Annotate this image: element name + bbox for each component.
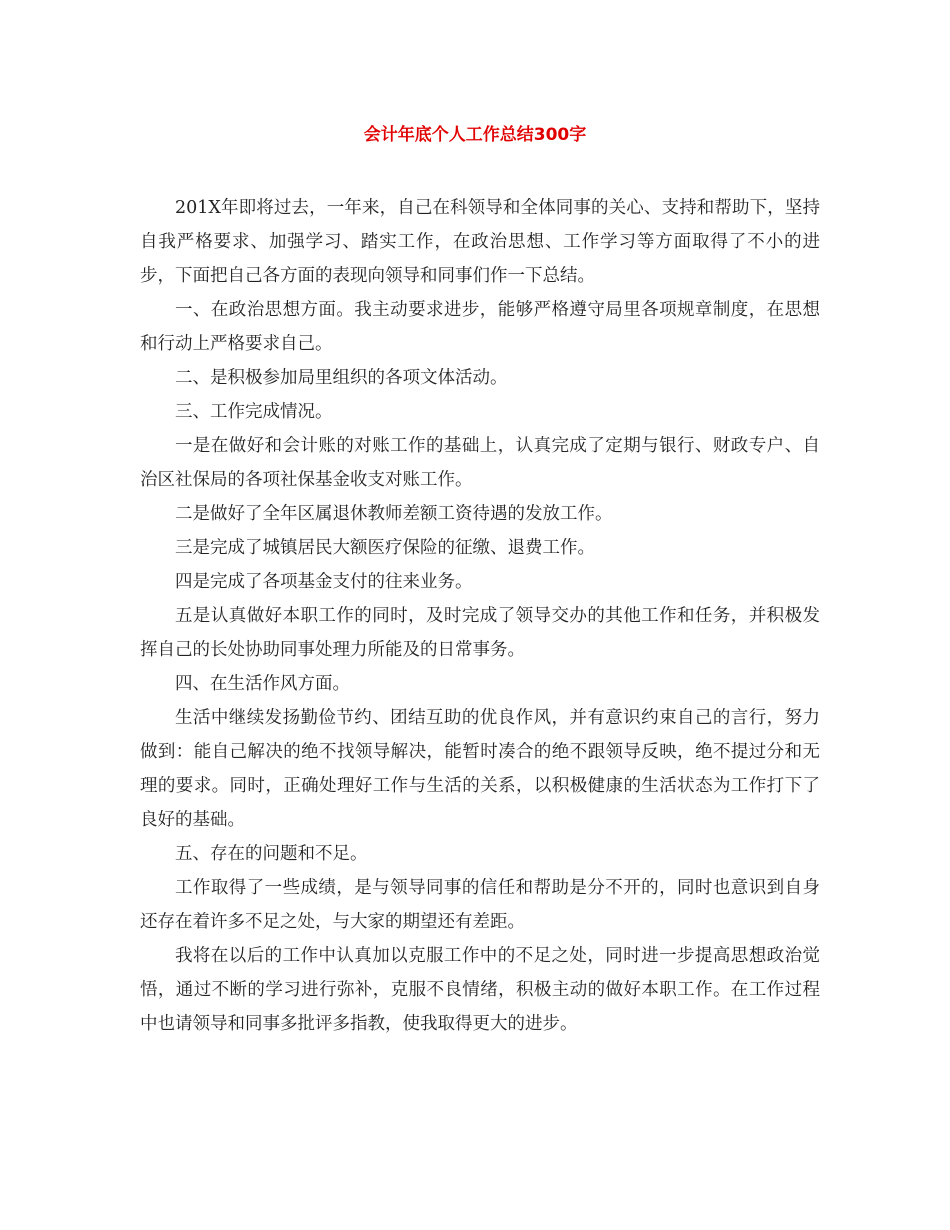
paragraph-political-thought: 一、在政治思想方面。我主动要求进步，能够严格遵守局里各项规章制度，在思想和行动上严格要求自己。 [140,300,820,354]
paragraph-activities: 二、是积极参加局里组织的各项文体活动。 [175,368,508,388]
paragraph-work-item-2: 二是做好了全年区属退休教师差额工资待遇的发放工作。 [175,504,613,524]
document-title: 会计年底个人工作总结300字 [363,125,587,145]
paragraph-work-heading: 三、工作完成情况。 [175,402,333,422]
paragraph-work-item-3: 三是完成了城镇居民大额医疗保险的征缴、退费工作。 [175,538,595,558]
paragraph-issues-heading: 五、存在的问题和不足。 [175,844,368,864]
paragraph-work-item-1: 一是在做好和会计账的对账工作的基础上，认真完成了定期与银行、财政专户、自治区社保局的各项社保基金收支对账工作。 [140,436,820,490]
paragraph-work-item-5: 五是认真做好本职工作的同时，及时完成了领导交办的其他工作和任务，并积极发挥自己的长处协助同事处理力所能及的日常事务。 [140,606,820,660]
paragraph-work-item-4: 四是完成了各项基金支付的往来业务。 [175,572,473,592]
paragraph-lifestyle: 生活中继续发扬勤俭节约、团结互助的优良作风，并有意识约束自己的言行，努力做到：能自己解决的绝不找领导解决，能暂时凑合的绝不跟领导反映，绝不提过分和无理的要求。同时，正确处理好工作与生活的关系，以积极健康的生活状态为工作打下了良好的基础。 [140,708,820,830]
paragraph-conclusion: 我将在以后的工作中认真加以克服工作中的不足之处，同时进一步提高思想政治觉悟，通过不断的学习进行弥补，克服不良情绪，积极主动的做好本职工作。在工作过程中也请领导和同事多批评多指教，使我取得更大的进步。 [140,946,820,1034]
paragraph-intro: 201X年即将过去，一年来，自己在科领导和全体同事的关心、支持和帮助下，坚持自我严格要求、加强学习、踏实工作，在政治思想、工作学习等方面取得了不小的进步，下面把自己各方面的表现向领导和同事们作一下总结。 [140,198,820,286]
document-body [140,191,820,1041]
paragraph-issues: 工作取得了一些成绩，是与领导同事的信任和帮助是分不开的，同时也意识到自身还存在着许多不足之处，与大家的期望还有差距。 [140,878,820,932]
paragraph-lifestyle-heading: 四、在生活作风方面。 [175,674,350,694]
